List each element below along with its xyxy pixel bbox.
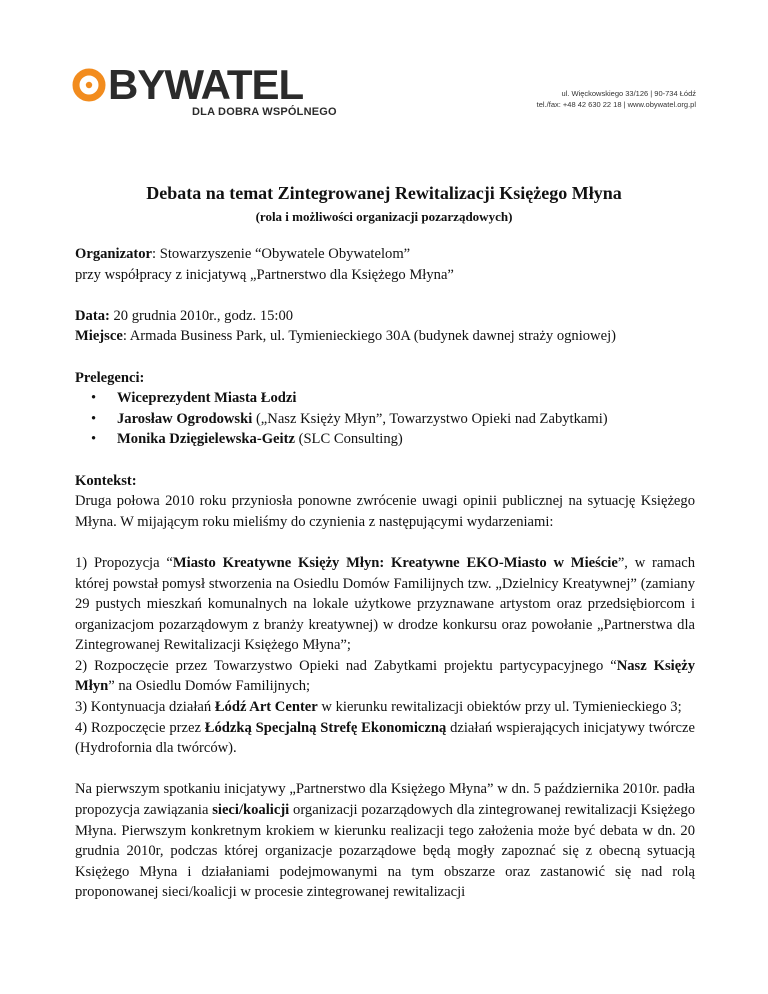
final-highlight: sieci/koalicji <box>212 802 290 819</box>
header-address <box>537 88 696 110</box>
final-text: Na pierwszym spotkaniu inicjatywy „Partnerstwo dla Księżego Młyna” w dn. 5 października 2010r. padła propozycja zawiązania <box>75 781 695 819</box>
obywatel-logo <box>72 61 337 118</box>
place-label: Miejsce <box>75 328 123 345</box>
list-item <box>75 429 695 450</box>
event-3-text-end: w kierunku rewitalizacji obiektów przy ul. Tymienieckiego 3; <box>317 699 682 716</box>
contact-line: tel./fax: +48 42 630 22 18 | www.obywatel.org.pl <box>536 100 696 109</box>
address-line: ul. Więckowskiego 33/126 | 90-734 Łódź <box>561 89 696 98</box>
event-4-text: 4) Rozpoczęcie przez <box>75 719 205 736</box>
event-3-text: 3) Kontynuacja działań <box>75 699 215 716</box>
speaker-name: Monika Dzięgielewska-Geitz <box>117 431 295 448</box>
logo-tagline: DLA DOBRA WSPÓLNEGO <box>192 106 337 118</box>
organizer-value: : Stowarzyszenie “Obywatele Obywatelom” <box>152 246 411 262</box>
context-label: Kontekst: <box>75 472 137 489</box>
speakers-block <box>75 368 695 450</box>
speaker-name: Jarosław Ogrodowski <box>117 410 253 427</box>
list-item <box>75 409 695 430</box>
event-1-text-end: ”, w ramach której powstał pomysł stworzenia na Osiedlu Domów Familijnych tzw. „Dzielnicy Kreatywnej” (zamiany 29 pustych mieszkań komunalnych na lokale użytkowe przyznawane artystom oraz przedsiębiorcom i organizacjom pozarządowym z branży kreatywnej) w drodze konkursu oraz powołanie „Partnerstwa dla Zintegrowanej Rewitalizacji Księżego Młyna”; <box>75 554 695 654</box>
event-2-highlight: Nasz Księży Młyn <box>75 657 695 695</box>
speaker-name: Wiceprezydent Miasta Łodzi <box>117 390 297 407</box>
page-title: Debata na temat Zintegrowanej Rewitalizacji Księżego Młyna <box>146 183 622 203</box>
event-1-text: 1) Propozycja “ <box>75 554 173 571</box>
event-4-highlight: Łódzką Specjalną Strefę Ekonomiczną <box>204 719 447 736</box>
date-value: 20 grudnia 2010r., godz. 15:00 <box>109 307 294 324</box>
speakers-list <box>75 388 695 450</box>
speaker-note: („Nasz Księży Młyn”, Towarzystwo Opieki nad Zabytkami) <box>252 410 608 427</box>
organizer-cooperation: przy współpracy z inicjatywą „Partnerstwo dla Księżego Młyna” <box>75 266 454 283</box>
page-subtitle: (rola i możliwości organizacji pozarządowych) <box>255 209 513 224</box>
final-paragraph <box>75 779 695 903</box>
date-place-block <box>75 306 695 347</box>
place-value: : Armada Business Park, ul. Tymienieckiego 30A (budynek dawnej straży ogniowej) <box>122 328 616 345</box>
context-block <box>75 471 695 533</box>
logo-ring-icon <box>72 68 106 102</box>
events-list <box>75 553 695 759</box>
final-text-end: organizacji pozarządowych dla zintegrowanej rewitalizacji Księżego Młyna. Pierwszym konkretnym krokiem w kierunku realizacji tego założenia może być debata w dn. 20 grudnia 2010r, podczas której organizacje pozarządowe będą mogły zapoznać się z obecną sytuacją Księżego Młyna i działaniami podejmowanymi na tym obszarze oraz zastanowić się nad rolą proponowanej sieci/koalicji w procesie zintegrowanej rewitalizacji <box>75 802 695 901</box>
event-3-highlight: Łódź Art Center <box>214 699 318 716</box>
document-body <box>75 244 695 924</box>
event-2-text-end: ” na Osiedlu Domów Familijnych; <box>108 678 311 695</box>
context-text: Druga połowa 2010 roku przyniosła ponowne zwrócenie uwagi opinii publicznej na sytuację Księżego Młyna. W mijającym roku mieliśmy do czynienia z następującymi wydarzeniami: <box>75 493 695 530</box>
logo-wordmark-visible: BYWATEL <box>108 61 304 108</box>
event-2-text: 2) Rozpoczęcie przez Towarzystwo Opieki nad Zabytkami projektu partycypacyjnego “ <box>75 657 617 674</box>
event-1-highlight: Miasto Kreatywne Księży Młyn: Kreatywne EKO-Miasto w Mieście <box>172 554 618 571</box>
date-label: Data: <box>75 307 110 324</box>
speakers-label: Prelegenci: <box>75 369 145 386</box>
organizer-block <box>75 244 695 285</box>
list-item <box>75 388 695 409</box>
organizer-label: Organizator <box>75 246 153 262</box>
speaker-note: (SLC Consulting) <box>294 431 403 448</box>
event-4-text-end: działań wspierających inicjatywy twórcze (Hydrofornia dla twórców). <box>75 719 695 757</box>
